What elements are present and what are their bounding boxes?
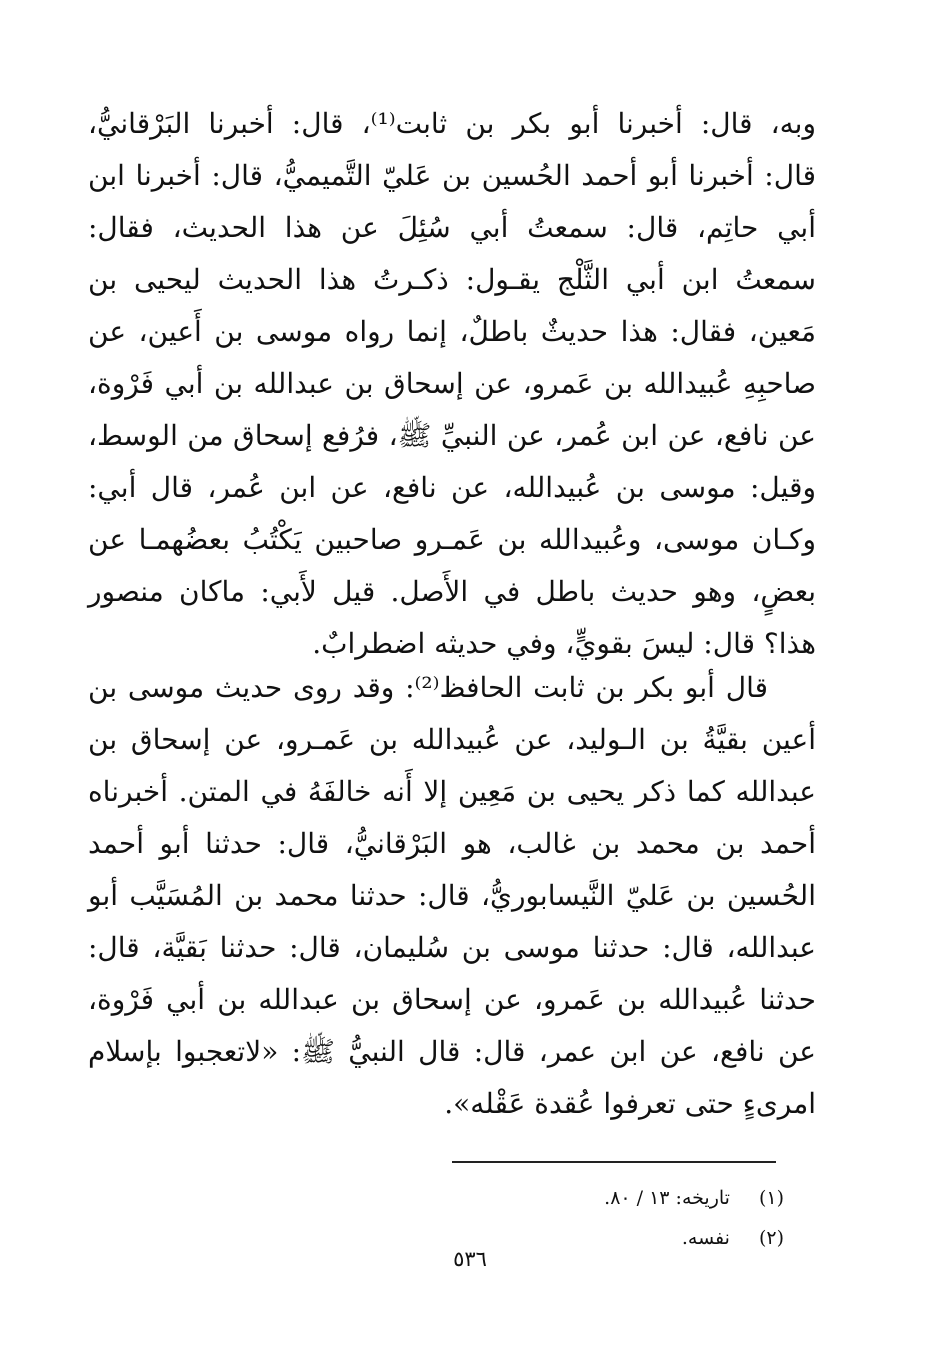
paragraph-1 <box>88 98 816 670</box>
footnote-text: نفسه. <box>681 1227 730 1249</box>
text-line: بعضٍ، وهو حديث باطل في الأَصل. قيل لأَبي: ماكان منصور <box>88 575 816 608</box>
footnote-number: (٢) <box>758 1227 784 1249</box>
text-line: أعين بقيَّةُ بن الـوليد، عن عُبيدالله بن عَمـرو، عن إسحاق بن <box>88 723 816 756</box>
text-line: حدثنا عُبيدالله بن عَمرو، عن إسحاق بن عبدالله بن أبي فَرْوة، <box>88 983 816 1016</box>
text-line: عبدالله كما ذكر يحيى بن مَعِين إلا أَنه خالفَهُ في المتن. أخبرناه <box>88 775 816 808</box>
text-line: عن نافع، عن ابن عمر، قال: قال النبيُّ ﷺ: «لاتعجبوا بإسلام <box>88 1035 816 1068</box>
text-line: سمعتُ ابن أبي الثَّلْج يقـول: ذكـرتُ هذا الحديث ليحيى بن <box>88 263 816 296</box>
text-line: عبدالله، قال: حدثنا موسى بن سُليمان، قال: حدثنا بَقيَّة، قال: <box>88 931 816 964</box>
footnote-number: (١) <box>758 1187 784 1209</box>
text-line: أحمد بن محمد بن غالب، هو البَرْقانيُّ، قال: حدثنا أبو أحمد <box>88 827 817 860</box>
text-line: مَعين، فقال: هذا حديثٌ باطلٌ، إنما رواه موسى بن أَعين، عن <box>88 315 817 348</box>
text-line: صاحبِهِ عُبيدالله بن عَمرو، عن إسحاق بن عبدالله بن أبي فَرْوة، <box>88 367 816 400</box>
text-line: الحُسين بن عَليّ النَّيسابوريُّ، قال: حدثنا محمد بن المُسَيَّب أبو <box>88 879 816 912</box>
text-line: امرىءٍ حتى تعرفوا عُقدة عَقْله». <box>444 1087 816 1120</box>
text-line: قال: أخبرنا أبو أحمد الحُسين بن عَليّ التَّميميُّ، قال: أخبرنا ابن <box>88 159 816 192</box>
text-line: وقيل: موسى بن عُبيدالله، عن نافع، عن ابن عُمر، قال أبي: <box>88 471 816 504</box>
text-line: هذا؟ قال: ليسَ بقويٍّ، وفي حديثه اضطرابٌ. <box>312 627 816 660</box>
footnote-1 <box>452 1178 784 1218</box>
text-line: عن نافع، عن ابن عُمر، عن النبيِّ ﷺ، فرُفع إسحاق من الوسط، <box>88 419 816 452</box>
text-line: قال أبو بكر بن ثابت الحافظ⁽²⁾: وقد روى حديث موسى بن <box>88 671 768 704</box>
text-line: وكـان موسى، وعُبيدالله بن عَمـرو صاحبين يَكْتُبُ بعضُهمـا عن <box>88 523 816 556</box>
page-number: ٥٣٦ <box>453 1247 487 1271</box>
footnote-text: تاريخه: ١٣ / ٨٠. <box>604 1187 730 1209</box>
text-line: أبي حاتِم، قال: سمعتُ أبي سُئِلَ عن هذا الحديث، فقال: <box>88 211 816 244</box>
text-line: وبه، قال: أخبرنا أبو بكر بن ثابت⁽¹⁾، قال: أخبرنا البَرْقانيُّ، <box>88 107 816 140</box>
paragraph-2 <box>88 662 816 1130</box>
footnote-divider <box>452 1161 776 1163</box>
